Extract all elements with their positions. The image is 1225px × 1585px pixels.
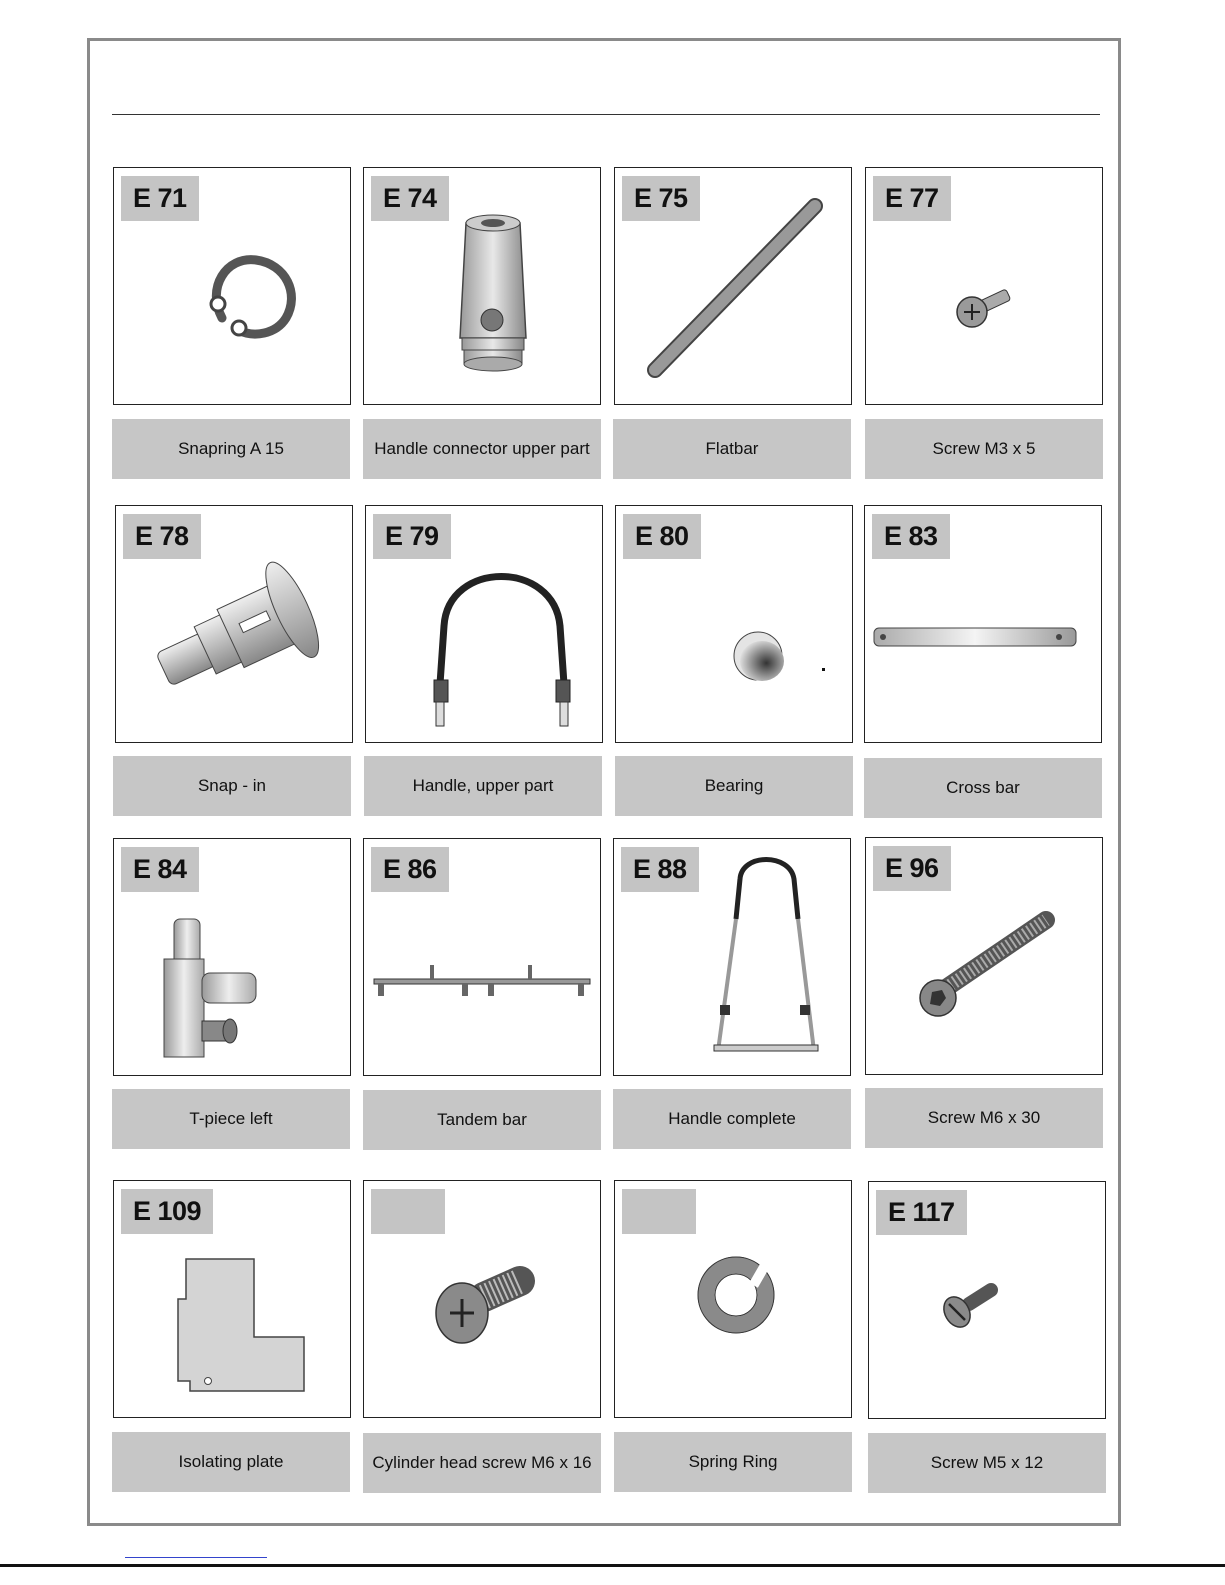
part-code: E 86 bbox=[371, 847, 449, 892]
part-label: Snap - in bbox=[113, 756, 351, 816]
part-card-e71 bbox=[113, 167, 351, 405]
part-card-e78 bbox=[115, 505, 353, 743]
page-bottom-edge bbox=[0, 1564, 1225, 1567]
screw-m5-icon bbox=[869, 1182, 1106, 1419]
part-code: E 74 bbox=[371, 176, 449, 221]
part-card-e77 bbox=[865, 167, 1103, 405]
part-label: Handle complete bbox=[613, 1089, 851, 1149]
part-code: E 75 bbox=[622, 176, 700, 221]
part-card-e79 bbox=[365, 505, 603, 743]
part-code: E 71 bbox=[121, 176, 199, 221]
part-code: E 117 bbox=[876, 1190, 967, 1235]
part-card-spring-ring bbox=[614, 1180, 852, 1418]
part-card-e117 bbox=[868, 1181, 1106, 1419]
t-piece-icon bbox=[114, 839, 351, 1076]
part-card-e74 bbox=[363, 167, 601, 405]
part-code: E 83 bbox=[872, 514, 950, 559]
tandem-bar-icon bbox=[364, 839, 601, 1076]
part-label: Snapring A 15 bbox=[112, 419, 350, 479]
part-card-e88 bbox=[613, 838, 851, 1076]
part-code: E 88 bbox=[621, 847, 699, 892]
cross-bar-icon bbox=[865, 506, 1102, 743]
part-label: Cylinder head screw M6 x 16 bbox=[363, 1433, 601, 1493]
part-card-e80 bbox=[615, 505, 853, 743]
part-code: E 109 bbox=[121, 1189, 213, 1234]
part-card-e109 bbox=[113, 1180, 351, 1418]
part-label: Tandem bar bbox=[363, 1090, 601, 1150]
flatbar-icon bbox=[615, 168, 852, 405]
part-label: Screw M3 x 5 bbox=[865, 419, 1103, 479]
part-card-e83 bbox=[864, 505, 1102, 743]
part-card-e86 bbox=[363, 838, 601, 1076]
part-code: E 79 bbox=[373, 514, 451, 559]
footer-link-underline bbox=[125, 1557, 267, 1558]
header-rule bbox=[112, 114, 1100, 115]
cylinder-screw-icon bbox=[364, 1181, 601, 1418]
part-card-e84 bbox=[113, 838, 351, 1076]
handle-complete-icon bbox=[614, 839, 851, 1076]
handle-connector-icon bbox=[364, 168, 601, 405]
part-code: E 84 bbox=[121, 847, 199, 892]
part-label: Bearing bbox=[615, 756, 853, 816]
part-card-e96 bbox=[865, 837, 1103, 1075]
part-card-cylinder-screw bbox=[363, 1180, 601, 1418]
part-label: Cross bar bbox=[864, 758, 1102, 818]
part-label: Handle, upper part bbox=[364, 756, 602, 816]
long-screw-icon bbox=[866, 838, 1103, 1075]
part-code: E 96 bbox=[873, 846, 951, 891]
part-code: E 80 bbox=[623, 514, 701, 559]
part-label: Screw M5 x 12 bbox=[868, 1433, 1106, 1493]
part-card-e75 bbox=[614, 167, 852, 405]
small-screw-icon bbox=[866, 168, 1103, 405]
part-label: Screw M6 x 30 bbox=[865, 1088, 1103, 1148]
part-label: Flatbar bbox=[613, 419, 851, 479]
snap-in-icon bbox=[116, 506, 353, 743]
bearing-icon bbox=[616, 506, 853, 743]
snapring-icon bbox=[114, 168, 351, 405]
handle-upper-icon bbox=[366, 506, 603, 743]
part-label: Handle connector upper part bbox=[363, 419, 601, 479]
part-code: E 78 bbox=[123, 514, 201, 559]
part-label: Isolating plate bbox=[112, 1432, 350, 1492]
part-label: T-piece left bbox=[112, 1089, 350, 1149]
spring-ring-icon bbox=[615, 1181, 852, 1418]
part-label: Spring Ring bbox=[614, 1432, 852, 1492]
isolating-plate-icon bbox=[114, 1181, 351, 1418]
part-code: E 77 bbox=[873, 176, 951, 221]
